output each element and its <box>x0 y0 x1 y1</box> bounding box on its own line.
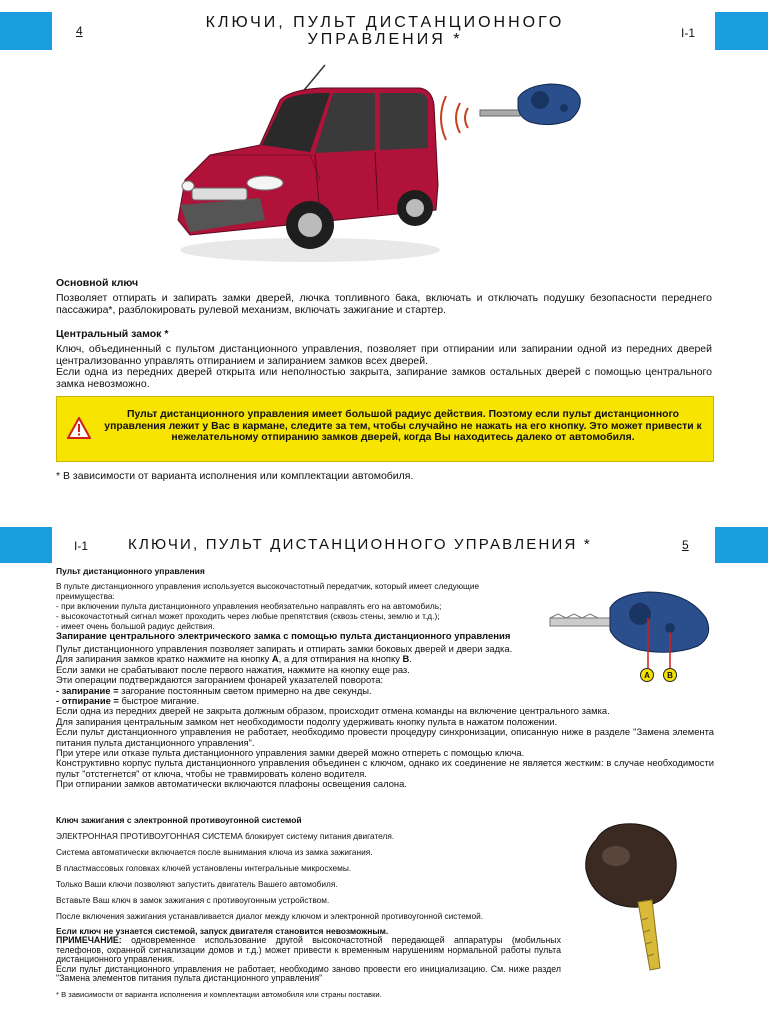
top-page-title <box>150 14 620 48</box>
remote-bullet-1: - при включении пульта дистанционного управления необязательно направлять его на автомобиль; <box>56 601 442 611</box>
note-section <box>56 926 561 1000</box>
remote-bullet-3: - имеет очень большой радиус действия. <box>56 621 215 631</box>
central-lock-text1: Ключ, объединенный с пультом дистанционного управления, позволяет при отпирании или запирании одной из передних дверей централизованно управлять отпиранием и запиранием замков всех дверей. <box>56 343 712 367</box>
ignition-heading: Ключ зажигания с электронной противоугонной системой <box>56 815 302 825</box>
top-header-block-right <box>715 12 768 50</box>
bottom-page-number: 5 <box>682 538 689 552</box>
ignition-line-1: ЭЛЕКТРОННАЯ ПРОТИВОУГОННАЯ СИСТЕМА блокирует систему питания двигателя. <box>56 831 395 841</box>
central-lock-heading: Центральный замок * <box>56 328 169 340</box>
bottom-page-title: КЛЮЧИ, ПУЛЬТ ДИСТАНЦИОННОГО УПРАВЛЕНИЯ * <box>128 536 592 553</box>
central-remote-p8: Для запирания центральным замком нет необходимости подолгу удерживать кнопку пульта в нажатом положении. <box>56 715 558 727</box>
bottom-footnote: * В зависимости от варианта исполнения и комплектации автомобиля или страны поставки. <box>56 989 382 999</box>
ignition-line-3: В пластмассовых головках ключей установлены интегральные микросхемы. <box>56 863 352 873</box>
central-remote-section <box>56 631 714 790</box>
button-b-ref: B <box>402 653 410 665</box>
main-key-section <box>56 277 712 316</box>
ignition-line-2: Система автоматически включается после вынимания ключа из замка зажигания. <box>56 847 373 857</box>
ignition-line-4: Только Ваши ключи позволяют запустить двигатель Вашего автомобиля. <box>56 879 338 889</box>
ignition-key-illustration <box>576 820 686 980</box>
bottom-section-code: I-1 <box>74 539 89 553</box>
bottom-header-block-left <box>0 527 52 563</box>
remote-bullet-2: - высокочастотный сигнал может проходить через любые препятствия (сквозь стены, землю и т.д.); <box>56 611 440 621</box>
top-title-line2: УПРАВЛЕНИЯ * <box>307 31 463 48</box>
main-key-heading: Основной ключ <box>56 277 139 289</box>
central-remote-heading: Запирание центрального электрического замка с помощью пульта дистанционного управления <box>56 631 511 642</box>
note-label: ПРИМЕЧАНИЕ: <box>56 935 122 945</box>
ignition-line-6: После включения зажигания устанавливается диалог между ключом и электронной противоугонной системой. <box>56 911 484 921</box>
central-remote-p10: При утере или отказе пульта дистанционного управления замки дверей можно отпереть с помощью ключа. <box>56 747 525 759</box>
central-remote-p6: - отпирание = быстрое мигание. <box>56 695 200 707</box>
ignition-bold-text: Если ключ не узнается системой, запуск двигателя становится невозможным. <box>56 926 389 936</box>
central-lock-section <box>56 328 712 390</box>
button-label-a: A <box>640 668 654 682</box>
central-remote-p3: Если замки не срабатывают после первого нажатия, нажмите на кнопку еще раз. <box>56 663 410 675</box>
warning-box <box>56 396 714 462</box>
central-remote-p1: Пульт дистанционного управления позволяет запирать и отпирать замки боковых дверей и двери задка. <box>56 643 513 654</box>
warning-text: Пульт дистанционного управления имеет большой радиус действия. Поэтому если пульт дистанционного управления лежит у Вас в кармане, следите за тем, чтобы случайно не нажать на его кнопку. Это может привести к нежелательному отпиранию замков дверей, когда Вы находитесь далеко от автомобиля. <box>104 409 702 443</box>
remote-section <box>56 566 536 631</box>
central-remote-p9: Если пульт дистанционного управления не работает, необходимо провести процедуру синхронизации, описанную ниже в разделе "Замена элемента питания пульта дистанционного управления". <box>56 726 714 748</box>
remote-intro: В пульте дистанционного управления используется высокочастотный передатчик, который имеет следующие преимущества: <box>56 581 480 601</box>
ignition-section <box>56 815 566 921</box>
note-p2: Если пульт дистанционного управления не работает, необходимо заново провести его инициализацию. См. ниже раздел "Замена элементов питания пульта дистанционного управления" <box>56 963 561 984</box>
main-key-text: Позволяет отпирать и запирать замки дверей, лючка топливного бака, включать и отключать подушку безопасности переднего пассажира*, разблокировать рулевой механизм, включать зажигание и стартер. <box>56 292 712 316</box>
top-section-code: I-1 <box>681 26 696 40</box>
button-label-b: B <box>663 668 677 682</box>
top-header-block-left <box>0 12 52 50</box>
top-footnote: * В зависимости от варианта исполнения или комплектации автомобиля. <box>56 470 414 482</box>
warning-triangle-icon <box>67 417 91 439</box>
car-illustration <box>170 60 450 270</box>
central-lock-text2: Если одна из передних дверей открыта или неполностью закрыта, запирание замков остальных дверей с помощью центрального замка невозможно. <box>56 366 712 390</box>
central-remote-p12: При отпирании замков автоматически включаются плафоны освещения салона. <box>56 778 407 790</box>
note-text: ПРИМЕЧАНИЕ: одновременное использование другой высокочастотной передающей аппаратуры (мобильных телефонов, охранной сигнализации домов и т.д.) может привести к временным нарушениям нормальной работы пульта дистанционного управления. <box>56 935 561 965</box>
ignition-line-5: Вставьте Ваш ключ в замок зажигания с противоугонным устройством. <box>56 895 330 905</box>
button-a-ref: A <box>271 653 279 665</box>
remote-key-signal-illustration <box>440 78 590 153</box>
central-remote-p2: Для запирания замков кратко нажмите на кнопку A, а для отпирания на кнопку B. <box>56 653 412 665</box>
central-remote-p5: - запирание = загорание постоянным светом примерно на две секунды. <box>56 684 372 696</box>
remote-heading: Пульт дистанционного управления <box>56 566 205 576</box>
central-remote-p7: Если одна из передних дверей не закрыта должным образом, происходит отмена команды на включение центрального замка. <box>56 705 610 717</box>
central-remote-p4: Эти операции подтверждаются загоранием фонарей указателей поворота: <box>56 674 384 686</box>
bottom-header-block-right <box>715 527 768 563</box>
central-remote-p11: Конструктивно корпус пульта дистанционного управления объединен с ключом, однако их соединение не является жестким: в случае необходимости пульт "отстегнется" от ключа, чтобы не травмировать колено водителя. <box>56 757 714 779</box>
top-title-line1: КЛЮЧИ, ПУЛЬТ ДИСТАНЦИОННОГО <box>205 14 565 31</box>
top-page-number: 4 <box>76 24 83 38</box>
